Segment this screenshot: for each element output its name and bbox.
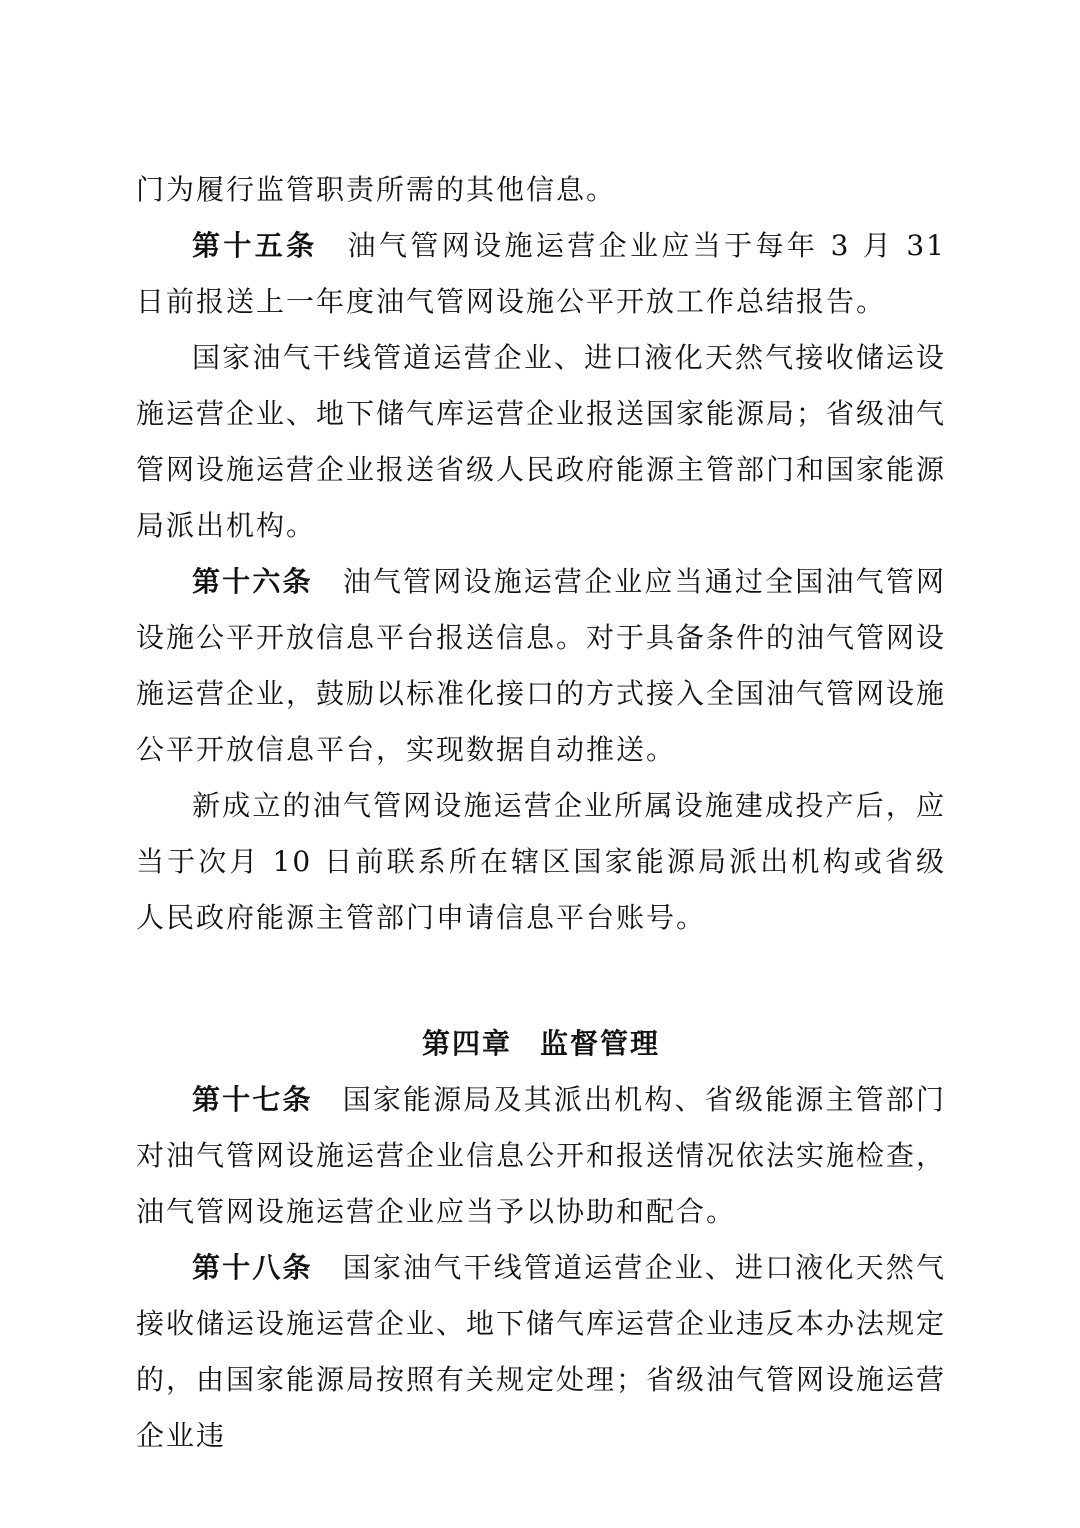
article-16 — [136, 554, 946, 778]
article-number: 第十六条 — [192, 565, 313, 598]
chapter-heading — [136, 1016, 946, 1072]
article-number: 第十七条 — [192, 1083, 313, 1116]
chapter-title: 监督管理 — [540, 1027, 661, 1060]
paragraph-text: 国家油气干线管道运营企业、进口液化天然气接收储运设施运营企业、地下储气库运营企业报送国家能源局；省级油气管网设施运营企业报送省级人民政府能源主管部门和国家能源局派出机构。 — [136, 341, 947, 542]
chapter-number: 第四章 — [421, 1027, 512, 1060]
paragraph-text: 新成立的油气管网设施运营企业所属设施建成投产后，应当于次月 10 日前联系所在辖区国家能源局派出机构或省级人民政府能源主管部门申请信息平台账号。 — [136, 789, 946, 934]
paragraph-continuation — [136, 162, 946, 218]
paragraph-text: 门为履行监管职责所需的其他信息。 — [136, 173, 617, 206]
article-number: 第十八条 — [192, 1251, 313, 1284]
article-15-paragraph-2 — [136, 330, 946, 554]
article-text: 国家能源局及其派出机构、省级能源主管部门对油气管网设施运营企业信息公开和报送情况依法实施检查，油气管网设施运营企业应当予以协助和配合。 — [136, 1083, 947, 1228]
article-17 — [136, 1072, 946, 1240]
article-number: 第十五条 — [192, 229, 318, 262]
article-18 — [136, 1240, 946, 1464]
article-text: 油气管网设施运营企业应当通过全国油气管网设施公平开放信息平台报送信息。对于具备条件的油气管网设施运营企业，鼓励以标准化接口的方式接入全国油气管网设施公平开放信息平台，实现数据自动推送。 — [136, 565, 947, 766]
article-15 — [136, 218, 946, 330]
article-text: 油气管网设施运营企业应当于每年 3 月 31 日前报送上一年度油气管网设施公平开放工作总结报告。 — [136, 229, 946, 318]
article-16-paragraph-2 — [136, 778, 946, 946]
article-text: 国家油气干线管道运营企业、进口液化天然气接收储运设施运营企业、地下储气库运营企业违反本办法规定的，由国家能源局按照有关规定处理；省级油气管网设施运营企业违 — [136, 1251, 947, 1452]
document-page — [136, 162, 946, 1464]
